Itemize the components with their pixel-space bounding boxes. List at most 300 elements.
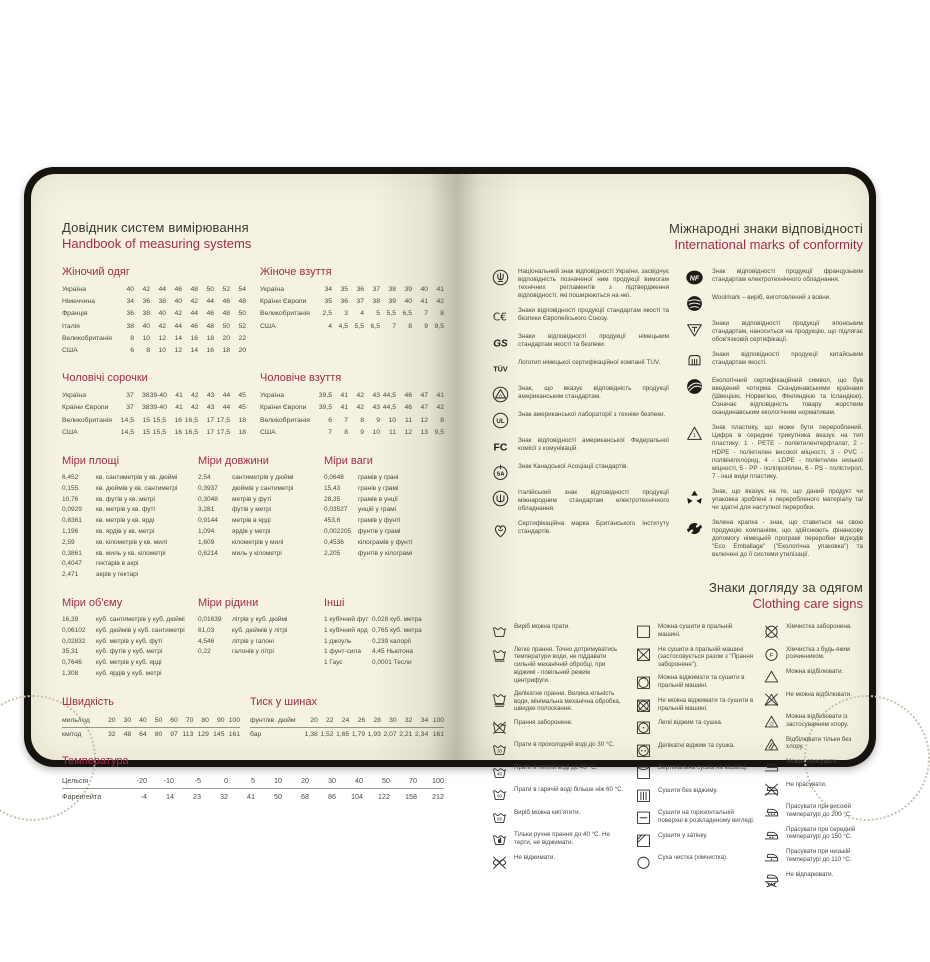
tire-pressure-table (250, 696, 444, 741)
notebook-pages (31, 174, 869, 878)
conversion-row (324, 473, 444, 484)
row-label: Фаренгейта (62, 791, 102, 801)
cell-value: 16 (206, 347, 214, 355)
cell-value: 36 (126, 310, 134, 318)
cell-value: 41 (247, 791, 255, 801)
cell-value: 18 (238, 416, 246, 424)
svg-text:C€: C€ (492, 311, 507, 324)
cell-value: 17 (206, 416, 214, 424)
no-dry-clean-icon (763, 623, 780, 640)
cell-value: 15,5 (152, 428, 166, 436)
conversion-row (198, 484, 314, 495)
care-text: Прання заборонене. (514, 718, 573, 726)
cell-value: 18 (238, 428, 246, 436)
conformity-item (685, 488, 863, 512)
conversion-value: 0,3937 (198, 484, 218, 492)
cell-value: 100 (432, 775, 444, 785)
care-item (635, 854, 755, 871)
cell-value: 129 (197, 730, 209, 738)
cell-value: 1,38 (304, 730, 318, 738)
row-label: США (260, 322, 276, 330)
conversion-value: 1 Гаус (324, 659, 343, 667)
hang-dry-icon (635, 764, 652, 781)
cell-value: 17,5 (216, 428, 230, 436)
cell-value: 15 (142, 416, 150, 424)
size-table (62, 372, 246, 439)
size-table-title: Жіноче взуття (260, 266, 332, 278)
row-label: Великобританія (260, 416, 310, 424)
cell-value: 42 (356, 404, 364, 412)
row-label: фунт/кв. дюйм (250, 716, 296, 724)
cell-value: 5,5 (354, 322, 364, 330)
care-text: Вертикальна сушка на вішалці. (658, 764, 748, 772)
conversion-label: метрів у футі (232, 495, 272, 503)
cell-value: 8 (408, 322, 412, 330)
conversion-value: 1,094 (198, 528, 215, 536)
conversion-label: 4,45 Ньютона (372, 648, 413, 656)
cell-value: 38 (142, 404, 150, 412)
cell-value: 6,5 (370, 322, 380, 330)
conversion-table-title: Міри площі (62, 455, 120, 468)
conversion-value: 0,4047 (62, 560, 82, 568)
cell-value: 42 (174, 310, 182, 318)
conformity-text: Зелена крапка - знак, що ставиться на свою продукцію компаніям, що здійснюють фінансову допомогу німецькій програмі переробки відходів "Eco Emballage" ("Екологічна упаковка") та включені до її системи утилізації. (712, 518, 863, 559)
cell-value: 40 (174, 298, 182, 306)
cell-value: 8 (130, 334, 134, 342)
care-item (763, 713, 863, 730)
cell-value: 20 (108, 716, 116, 724)
cell-value: 47 (420, 404, 428, 412)
cell-value: 39 (388, 298, 396, 306)
cell-value: 48 (206, 322, 214, 330)
row-values (120, 789, 444, 804)
care-text: Не віджимати. (514, 853, 556, 861)
conversion-label: галонів у літрі (232, 648, 274, 656)
conversion-row (324, 626, 444, 637)
iron-icon (763, 758, 780, 775)
cell-value: 42 (436, 404, 444, 412)
cell-value: 70 (409, 775, 417, 785)
conversion-value: 1,308 (62, 669, 79, 677)
care-text: Хімчистка заборонена. (786, 623, 852, 631)
conversion-row (62, 637, 188, 648)
iron-high-icon (763, 803, 780, 820)
conversion-row (62, 559, 188, 570)
row-values (118, 296, 246, 308)
cell-value: 41 (340, 404, 348, 412)
table-row (260, 390, 444, 402)
row-values (316, 284, 444, 296)
cell-value: 4 (360, 310, 364, 318)
cell-value: 36 (356, 286, 364, 293)
row-label: Україна (260, 286, 284, 293)
cell-value: 9 (376, 416, 380, 424)
conversion-value: 0,06102 (62, 626, 86, 634)
care-item (763, 736, 863, 753)
table-row (260, 308, 444, 320)
row-label: Україна (62, 392, 86, 400)
cell-value: 80 (201, 716, 209, 724)
conversion-label: акрів у гектарі (96, 571, 139, 579)
no-machine-dry-icon (635, 646, 652, 663)
conformity-text: Знак, що вказує на те, що даний продукт чи упаковка зроблені з переробленого матеріалу та/чи здатні для наступної переробки. (712, 487, 863, 511)
conformity-item (491, 411, 669, 430)
conversion-value: 10,76 (62, 495, 79, 503)
conversion-value: 0,8361 (62, 517, 82, 525)
care-text: Прати в прохолодній воді до 30 °С. (514, 741, 615, 749)
row-label: Франція (62, 310, 88, 318)
conversion-value: 0,3861 (62, 549, 82, 557)
row-label: Великобританія (62, 334, 112, 342)
cell-value: 43 (372, 404, 380, 412)
cell-value: 41 (436, 392, 444, 400)
cell-value: 40 (420, 286, 428, 293)
table-row (62, 308, 246, 320)
svg-text:A: A (498, 394, 503, 400)
table-row (62, 415, 246, 427)
cell-value: 212 (432, 791, 444, 801)
cell-value: 44,5 (382, 404, 396, 412)
care-text: Делікатні віджим та сушка. (658, 741, 735, 749)
care-item (491, 786, 627, 803)
cell-value: 4 (328, 322, 332, 330)
cell-value: 37 (126, 404, 134, 412)
conformity-column (685, 268, 863, 566)
cell-value: 10 (158, 347, 166, 355)
conversion-row (324, 505, 444, 516)
cell-value: 44 (206, 298, 214, 306)
cell-value: 10 (142, 334, 150, 342)
conversion-label: гектарів в акрі (96, 560, 139, 568)
care-text: Можна прасувати. (786, 758, 839, 766)
row-label: США (260, 428, 276, 436)
cell-value: 44 (222, 404, 231, 412)
conversion-value: 0,9144 (198, 517, 218, 525)
svg-text:SA: SA (496, 471, 505, 478)
cell-value: 34 (126, 298, 134, 306)
cell-value: 5 (376, 310, 380, 318)
care-item (635, 742, 755, 759)
us-standards-icon (491, 385, 510, 404)
conversion-table (198, 455, 314, 581)
conversion-value: 1 кубічний фут (324, 616, 369, 623)
size-table-title: Чоловічі сорочки (62, 372, 148, 385)
row-values (118, 390, 246, 402)
conversion-label: кілограмів у фунті (358, 538, 413, 546)
conversion-label: унцій у грамі (358, 506, 397, 514)
cell-value: 64 (139, 730, 147, 738)
cell-value: 46 (222, 298, 230, 306)
conversion-label: літрів у галоні (232, 637, 274, 645)
conformity-title-uk: Міжнародні знаки відповідності (669, 221, 863, 236)
conversion-value: 0,02832 (62, 637, 86, 645)
cell-value: 8 (440, 310, 444, 318)
conversion-value: 1 кубічний ярд (324, 626, 368, 634)
cell-value: 40 (142, 322, 150, 330)
conformity-item (685, 424, 863, 480)
conversion-label: грамів в унції (358, 495, 398, 503)
cell-value: 46 (404, 404, 412, 412)
row-values (316, 415, 444, 427)
cell-value: 37 (126, 392, 134, 400)
care-item (635, 623, 755, 640)
jis-icon (685, 320, 704, 339)
table-row (62, 296, 246, 308)
care-text: Не відпарювати. (786, 870, 834, 878)
cell-value: 2,34 (415, 730, 429, 738)
conversion-row (198, 473, 314, 484)
boil-wash-icon (491, 809, 508, 826)
cell-value: 9 (360, 428, 364, 436)
care-text: Прасувати при середній температурі до 150 °С. (786, 825, 856, 841)
gs-icon (491, 333, 510, 352)
table-row (62, 345, 246, 357)
row-values (100, 714, 240, 727)
conversion-row (324, 647, 444, 658)
conformity-text: Італійський знак відповідності продукції міжнародним стандартам електротехнічного обладнання. (518, 489, 669, 513)
conversion-value: 0,155 (62, 484, 79, 492)
cell-value: 97 (170, 730, 178, 738)
conformity-text: Woolmark – виріб, виготовлений з вовни. (712, 294, 831, 301)
non-chlorine-bleach-icon (763, 736, 780, 753)
care-text: Легкі віджим та сушка. (658, 719, 723, 727)
cell-value: 50 (274, 791, 282, 801)
conversion-label: фунтів у грамі (358, 528, 401, 536)
conversion-label: 0,239 калорії (372, 637, 412, 645)
size-table-title: Жіночий одяг (62, 266, 130, 278)
cell-value: 42 (436, 298, 444, 306)
cell-value: 20 (238, 347, 246, 355)
cell-value: 46 (174, 286, 182, 293)
conversion-row (62, 570, 188, 581)
care-item (763, 758, 863, 775)
conversion-row (62, 615, 188, 626)
care-item (491, 623, 627, 640)
cell-value: 42 (191, 392, 199, 400)
conversion-row (324, 637, 444, 648)
svg-text:30: 30 (496, 748, 503, 754)
svg-text:40: 40 (496, 771, 503, 777)
conversion-value: 0,6214 (198, 549, 218, 557)
row-values (118, 308, 246, 320)
conversion-table-title: Міри ваги (324, 455, 373, 468)
conversion-label: ярдів у метрі (232, 528, 271, 536)
conformity-item (491, 463, 669, 482)
cell-value: 3 (344, 310, 348, 318)
svg-text:1: 1 (693, 433, 696, 440)
left-page-title-en: Handbook of measuring systems (62, 236, 252, 251)
row-label: Італія (62, 322, 80, 330)
cell-value: 39,5 (318, 392, 332, 400)
cell-value: 15 (142, 428, 150, 436)
left-page (62, 220, 444, 804)
cell-value: 35 (340, 286, 348, 293)
care-column (763, 623, 863, 893)
cell-value: 32 (220, 791, 228, 801)
care-text: Прасувати при низькій температурі до 110 °С. (786, 848, 852, 863)
cell-value: 2,07 (383, 730, 397, 738)
care-item (491, 809, 627, 826)
cell-value: 38 (142, 392, 150, 400)
svg-text:60: 60 (496, 793, 503, 799)
care-item (763, 781, 863, 798)
temperature-table-inner-title: Температура (62, 754, 129, 767)
conversion-row (324, 516, 444, 527)
cell-value: 43 (372, 392, 380, 400)
conformity-text: Знаки відповідності продукції китайським стандартам якості. (712, 351, 863, 367)
cell-value: 145 (213, 730, 225, 738)
conversion-table (62, 455, 188, 581)
conversion-row (324, 658, 444, 669)
cell-value: 44,5 (382, 392, 396, 400)
care-text: Можна віджимати та сушити в пральній машині. (658, 674, 745, 690)
cell-value: 37 (372, 286, 380, 293)
cell-value: 42 (158, 322, 166, 330)
cell-value: 4,5 (338, 322, 348, 330)
fcc-icon (491, 437, 510, 456)
conversion-value: 2,54 (198, 474, 211, 482)
conversion-value: 2,59 (62, 538, 75, 546)
conversion-table-title: Міри рідини (198, 597, 259, 609)
cell-value: 38 (126, 322, 134, 330)
conversion-value: 4,546 (198, 637, 215, 645)
row-label: км/год (62, 730, 82, 738)
conversion-label: куб. ярдів у куб. метрі (96, 669, 162, 677)
cell-value: 22 (238, 334, 246, 342)
table-row (260, 284, 444, 296)
conversion-label: кв. ярдів у кв. метрі (96, 528, 155, 536)
cell-value: 41 (340, 392, 348, 400)
conformity-text: Національний знак відповідності України, засвідчує відповідність позначеної ним продукції вимогам технічних регламентів з підтвердження відповідності, які поширюються на неї. (518, 268, 669, 300)
chlorine-bleach-icon (763, 713, 780, 730)
conversion-label: кв. футів у кв. метрі (96, 495, 155, 503)
conversion-label: фунтів у кілограмі (358, 549, 413, 557)
conversion-table (62, 597, 188, 680)
care-text: Сушити на горизонтальній поверхні в розкладеному вигляді. (658, 809, 755, 825)
right-page (491, 221, 863, 893)
care-item (763, 623, 863, 640)
conversion-label: кв. метрів у кв. футі (96, 506, 155, 514)
nf-icon (685, 268, 704, 287)
cell-value: 37 (356, 298, 364, 306)
conversion-label: кв. сантиметрів у кв. дюймі (96, 474, 178, 482)
size-table (260, 372, 444, 439)
cell-value: 26 (357, 716, 366, 724)
row-label: США (62, 428, 78, 436)
row-label: Великобританія (260, 310, 310, 318)
row-values (118, 415, 246, 427)
conformity-item (491, 307, 669, 326)
care-text: Прати в теплій воді до 40 °С. (514, 763, 598, 771)
conversion-value: 1 джоуль (324, 637, 352, 645)
cell-value: 90 (216, 716, 225, 724)
conformity-item (491, 268, 669, 300)
temperature-table-inner (62, 755, 444, 804)
cell-value: 17 (206, 428, 214, 436)
care-text: Відбілювати тільки без хлору. (786, 735, 852, 751)
cell-value: 22 (326, 716, 334, 724)
cell-value: 1,79 (351, 730, 366, 738)
cell-value: 48 (190, 286, 198, 293)
conversion-value: 15,43 (324, 484, 341, 492)
bleach-icon (763, 668, 780, 685)
care-item (635, 674, 755, 691)
cell-value: 50 (154, 716, 163, 724)
care-item (635, 697, 755, 714)
bsi-kitemark-icon (491, 520, 510, 539)
conversion-row (62, 527, 188, 538)
row-values (316, 308, 444, 320)
row-label: бар (250, 730, 262, 738)
conversion-label: 0,0001 Тесли (372, 659, 412, 667)
conversion-label: куб. дюймів у літрі (232, 626, 288, 634)
recycle-icon (685, 488, 704, 507)
conversion-value: 2,471 (62, 571, 79, 579)
conversion-value: 1,609 (198, 538, 215, 546)
table-row (250, 714, 444, 728)
conversion-table-title: Інші (324, 597, 345, 609)
cell-value: 13 (420, 428, 428, 436)
tire-pressure-table-title: Тиск у шинах (250, 695, 317, 708)
speed-table-title: Швидкість (62, 695, 115, 708)
cell-value: 20 (301, 775, 309, 785)
cell-value: 161 (228, 730, 241, 738)
cell-value: 122 (378, 791, 390, 801)
care-item (635, 646, 755, 669)
conversion-row (198, 538, 314, 549)
conversion-value: 0,01639 (198, 616, 222, 623)
cell-value: 24 (341, 716, 350, 724)
no-wring-icon (491, 854, 508, 871)
cell-value: 46 (190, 322, 198, 330)
cell-value: 60 (170, 716, 178, 724)
cell-value: 161 (432, 730, 445, 738)
conformity-text: Знак відповідності продукції французьким стандартам електротехнічного обладнання. (712, 268, 863, 284)
conformity-item (491, 359, 669, 378)
tuv-icon (491, 359, 510, 378)
care-column (491, 623, 627, 893)
cell-value: 100 (432, 716, 445, 724)
wash-40-icon (491, 764, 508, 781)
cell-value: 10 (274, 775, 282, 785)
clothing-care-signs (491, 623, 863, 893)
speed-table (62, 696, 240, 741)
dry-clean-icon (635, 854, 652, 871)
wash-60-icon (491, 786, 508, 803)
conversion-label: кв. метрів у кв. ярді (96, 517, 155, 525)
conformity-text: Знак пластику, що може бути перероблений. Цифра в середині трикутника вказує на тип пластику: 1 - PETE - поліетилентерфталат, 2 - HDPE - поліетилен високої міцності, 3 - PVC - полівінілхлорид, 4 - LDPE - поліетилен низької міцності, 5 - PP - поліпропілен, 6 - PS - полістирол, 7 - інші види пластику. (712, 424, 863, 480)
cell-value: 14,5 (120, 428, 134, 436)
table-row (260, 402, 444, 414)
care-text: Прати в гарячій воді більше ніж 60 °С. (514, 786, 624, 794)
row-values (120, 773, 444, 788)
speed-tire-tables (62, 696, 444, 741)
cell-value: 41 (175, 404, 183, 412)
svg-text:Cl: Cl (769, 721, 774, 727)
iron-medium-icon (763, 826, 780, 843)
conversion-value: 35,31 (62, 648, 79, 656)
conversion-label: куб. сантиметрів у куб. дюймі (96, 616, 185, 623)
cell-value: 50 (222, 322, 230, 330)
cell-value: 48 (123, 730, 132, 738)
table-row (62, 728, 240, 741)
conformity-text: Сертифікаційна марка Британського інституту стандартів. (518, 520, 669, 536)
conversion-row (62, 658, 188, 669)
no-wash-icon (491, 719, 508, 736)
cell-value: 36 (340, 298, 348, 306)
nordic-swan-icon (685, 377, 704, 396)
left-page-title-uk: Довідник систем вимірювання (62, 220, 249, 235)
